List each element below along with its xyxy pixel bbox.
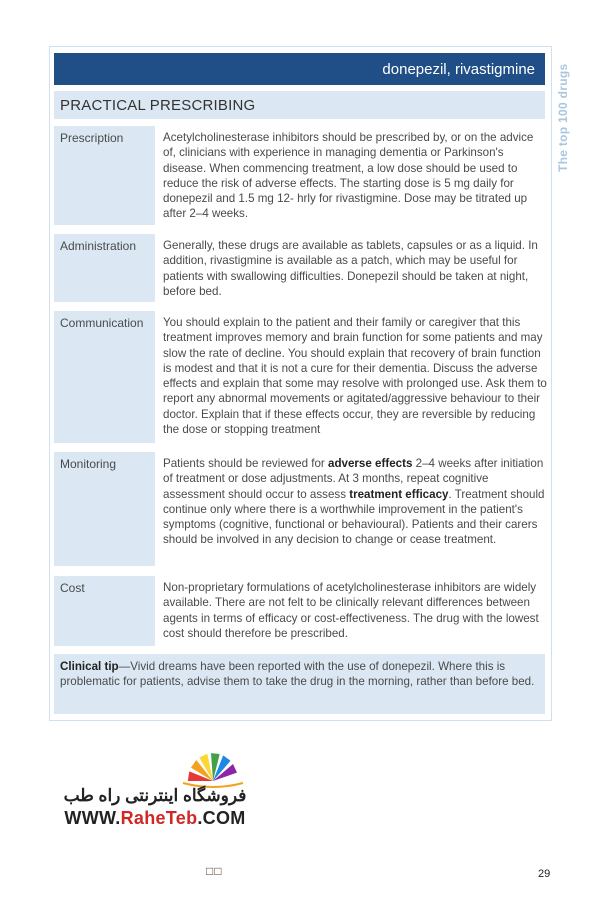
row-text-cost: Non-proprietary formulations of acetylcholinesterase inhibitors are widely available. There are not felt to be clinically relevant differences between agents in terms of efficacy or cost-effectiveness. The drug with the lowest cost should therefore be prescribed. <box>163 581 539 640</box>
book-fan-icon <box>183 753 243 787</box>
page-number: 29 <box>538 868 551 880</box>
row-label-administration: Administration <box>54 234 155 302</box>
url-suffix: .COM <box>197 808 246 828</box>
row-text-prescription: Acetylcholinesterase inhibitors should be prescribed by, or on the advice of, clinicians with experience in managing dementia or Parkinson's disease. When commencing treatment, a low dose should be used to reduce the risk of adverse effects. The starting dose is 5 mg daily for donepezil and 1.5 mg 12- hrly for rivastigmine. Dose may be titrated up after 2–4 weeks. <box>163 131 534 221</box>
watermark-persian-text: فروشگاه اینترنتی راه طب <box>63 786 247 805</box>
row-label-monitoring: Monitoring <box>54 452 155 566</box>
url-prefix: WWW. <box>64 808 121 828</box>
monitoring-text-1: Patients should be reviewed for <box>163 457 328 470</box>
footer-squares: □□ <box>206 864 223 878</box>
row-text-administration: Generally, these drugs are available as tablets, capsules or as a liquid. In addition, rivastigmine is available as a patch, which may be useful for patients with swallowing difficulties. Donepezil should be taken at night, before bed. <box>163 239 538 298</box>
row-text-monitoring <box>163 452 547 548</box>
monitoring-bold-treatment-efficacy: treatment efficacy <box>349 487 449 501</box>
monitoring-text-2: 2–4 weeks after initiation of treatment or dose adjustments. At 3 months, repeat cognitive assessment should occur to assess <box>163 457 544 501</box>
clinical-tip-text: —Vivid dreams have been reported with the use of donepezil. Where this is problematic for patients, advise them to take the drug in the morning, rather than before bed. <box>60 660 535 689</box>
drug-name-header: donepezil, rivastigmine <box>54 53 545 85</box>
watermark-url <box>50 808 260 829</box>
side-title: The top 100 drugs <box>556 63 570 172</box>
section-title: PRACTICAL PRESCRIBING <box>54 91 545 119</box>
row-label-prescription: Prescription <box>54 126 155 225</box>
monitoring-text-3: . Treatment should continue only where there is a worthwhile improvement in the patient's symptoms (cognitive, functional or behavioural). Patients and their carers should be involved in any decision to change or cease treatment. <box>163 487 545 547</box>
clinical-tip-label: Clinical tip <box>60 660 119 673</box>
row-text-communication: You should explain to the patient and their family or caregiver that this treatment improves memory and brain function for some patients and may slow the rate of decline. You should explain that recovery of brain function is modest and that it is not a cure for their dementia. Discuss the adverse effects and explain that some may resolve with prolonged use. Ask them to report any abnormal movements or agitated/aggressive behaviour to their doctor. Explain that if these effects occur, they are reversible by reducing the dose or stopping treatment <box>163 316 547 437</box>
monitoring-bold-adverse-effects: adverse effects <box>328 457 413 470</box>
url-brand: RaheTeb <box>120 808 198 828</box>
clinical-tip-box <box>54 654 545 714</box>
row-label-cost: Cost <box>54 576 155 646</box>
row-label-communication: Communication <box>54 311 155 443</box>
